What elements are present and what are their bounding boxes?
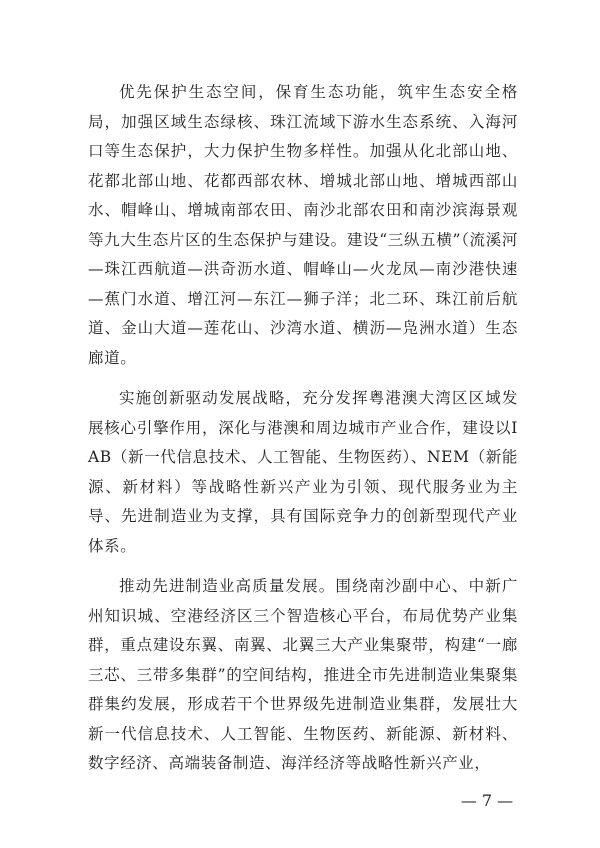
paragraph-ecology: 优先保护生态空间，保育生态功能，筑牢生态安全格局，加强区域生态绿核、珠江流域下游水生态系统、入海河口等生态保护，大力保护生物多样性。加强从化北部山地、花都北部山地、花都西部农林、增城北部山地、增城西部山水、帽峰山、增城南部农田、南沙北部农田和南沙滨海景观等九大生态片区的生态保护与建设。建设“三纵五横”（流溪河—珠江西航道—洪奇沥水道、帽峰山—火龙凤—南沙港快速—蕉门水道、增江河—东江—狮子洋；北二环、珠江前后航道、金山大道—莲花山、沙湾水道、横沥—凫洲水道）生态廊道。 (88, 83, 518, 367)
page-number: — 7 — (460, 791, 514, 810)
paragraph-innovation: 实施创新驱动发展战略，充分发挥粤港澳大湾区区域发展核心引擎作用，深化与港澳和周边城市产业合作，建设以IAB（新一代信息技术、人工智能、生物医药）、NEM（新能源、新材料）等战略性新兴产业为引领、现代服务业为主导、先进制造业为支撑，具有国际竞争力的创新型现代产业体系。 (88, 389, 518, 555)
paragraph-manufacturing: 推动先进制造业高质量发展。围绕南沙副中心、中新广州知识城、空港经济区三个智造核心平台，布局优势产业集群，重点建设东翼、南翼、北翼三大产业集聚带，构建“一廊三芯、三带多集群”的空间结构，推进全市先进制造业集聚集群集约发展，形成若干个世界级先进制造业集群，发展壮大新一代信息技术、人工智能、生物医药、新能源、新材料、数字经济、高端装备制造、海洋经济等战略性新兴产业， (88, 577, 518, 772)
body-text (88, 78, 518, 790)
